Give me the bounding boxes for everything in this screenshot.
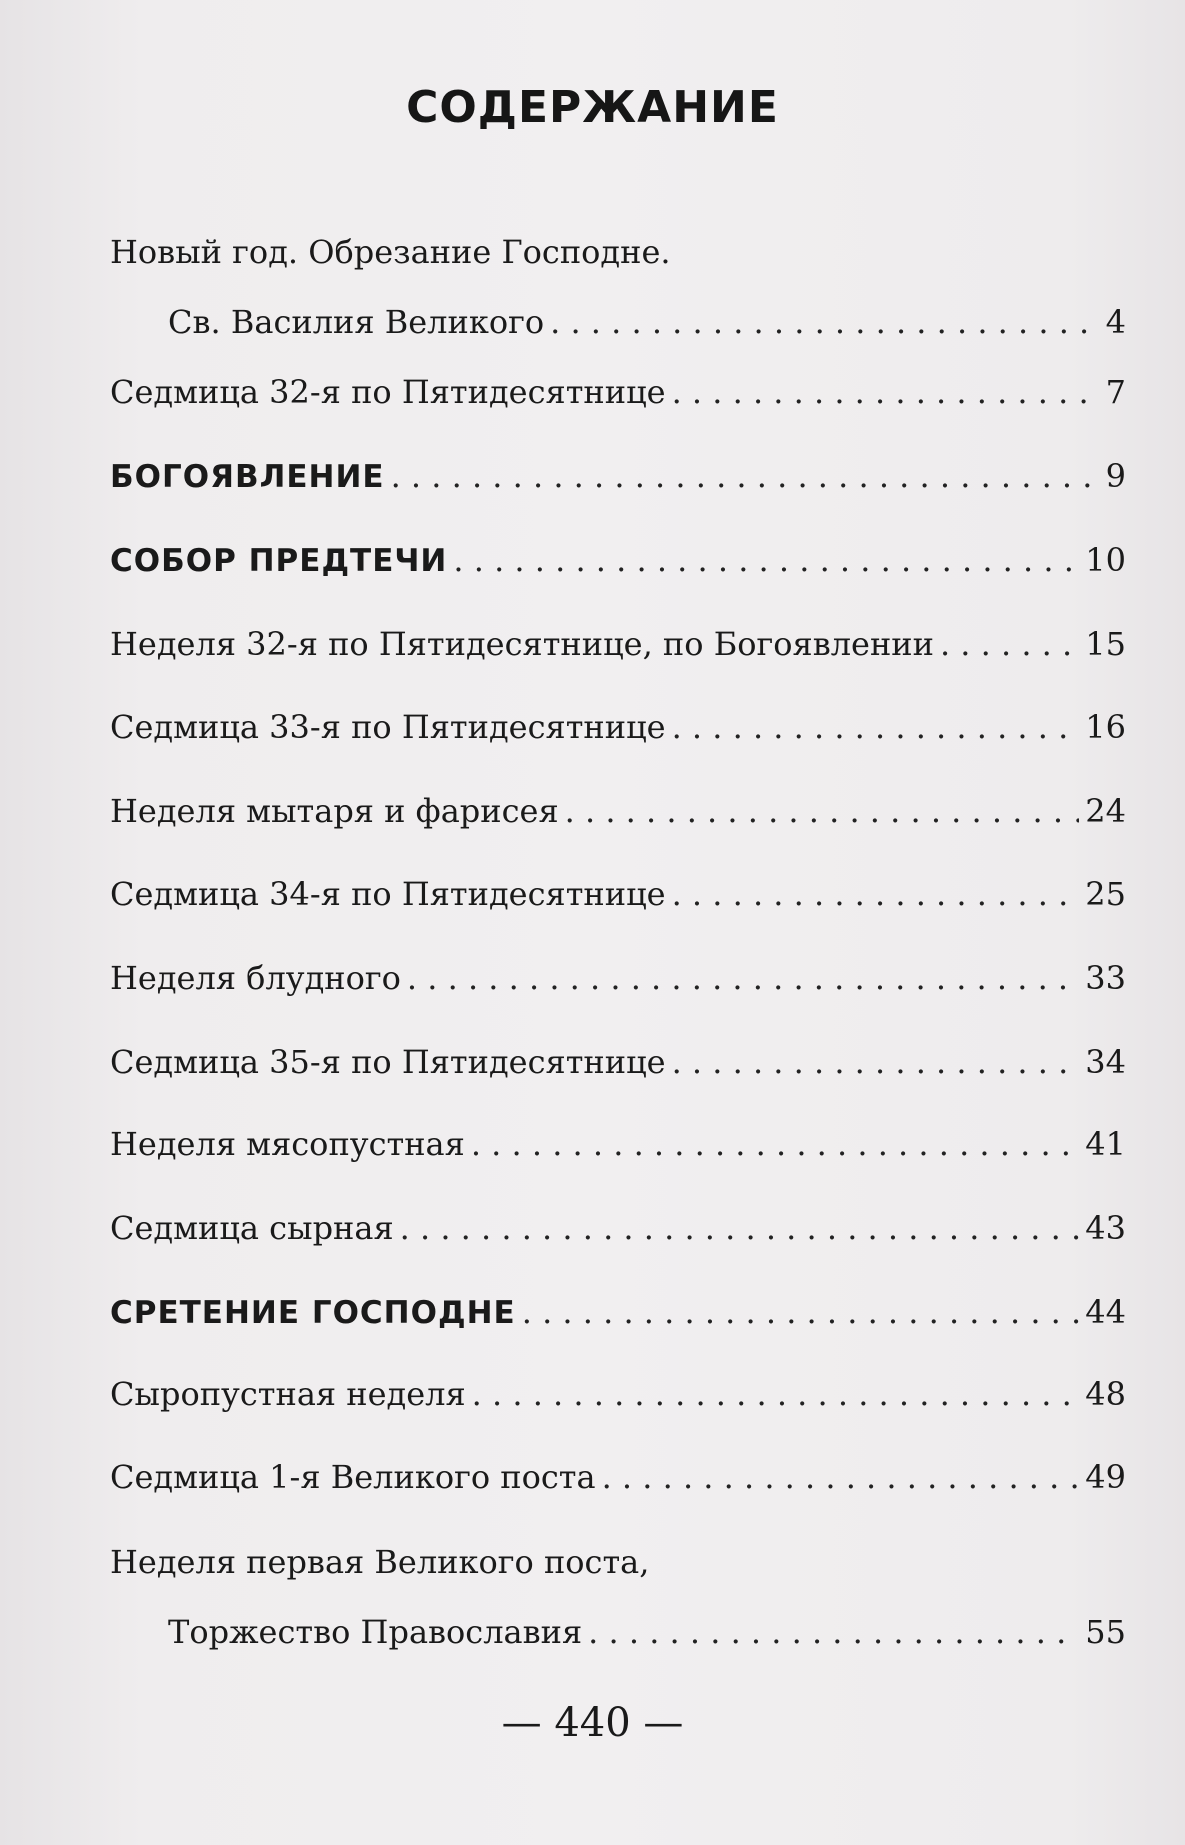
dot-leader	[453, 540, 1079, 580]
dot-leader	[672, 372, 1100, 412]
dot-leader	[391, 456, 1100, 496]
page-number-footer: — 440 —	[501, 1700, 684, 1746]
toc-entry	[110, 1457, 1126, 1497]
dot-leader	[672, 707, 1080, 747]
toc-entry	[110, 1208, 1126, 1248]
dot-leader	[522, 1292, 1080, 1332]
toc-page-number: 10	[1085, 541, 1126, 579]
toc-entry-title: Новый год. Обрезание Господне.	[110, 233, 671, 271]
toc-entry-title: Седмица 32-я по Пятидесятнице	[110, 373, 666, 411]
toc-page-number: 4	[1105, 303, 1126, 341]
toc-entry	[110, 707, 1126, 747]
toc-page-number: 49	[1085, 1458, 1126, 1496]
toc-entry-line	[110, 1542, 1126, 1582]
toc-entry-title: Сыропустная неделя	[110, 1375, 466, 1413]
dot-leader	[672, 874, 1080, 914]
toc-entry-line	[110, 456, 1126, 497]
page-title: СОДЕРЖАНИЕ	[406, 82, 779, 133]
toc-entry-line	[110, 707, 1126, 747]
toc-page-number: 34	[1085, 1043, 1126, 1081]
toc-entry	[110, 874, 1126, 914]
toc-entry	[110, 1042, 1126, 1082]
toc-page-number: 7	[1105, 373, 1126, 411]
toc-entry-title: Седмица 34-я по Пятидесятнице	[110, 875, 666, 913]
toc-entry-title: Торжество Православия	[168, 1613, 583, 1651]
toc-entry	[110, 1124, 1126, 1164]
toc-entry	[110, 624, 1126, 664]
toc-entry-line	[110, 624, 1126, 664]
toc-page-number: 16	[1085, 708, 1126, 746]
toc-page-number: 55	[1085, 1613, 1126, 1651]
toc-entry	[110, 1292, 1126, 1333]
toc-page-number: 24	[1085, 792, 1126, 830]
toc-entry-title: Седмица сырная	[110, 1209, 394, 1247]
toc-entry	[110, 1542, 1126, 1652]
toc-entry-line	[110, 232, 1126, 272]
toc-entry	[110, 791, 1126, 831]
dot-leader	[565, 791, 1080, 831]
toc-entry	[110, 1374, 1126, 1414]
dot-leader	[588, 1612, 1079, 1652]
toc-entry-title: Седмица 1-я Великого поста	[110, 1458, 596, 1496]
toc-entry-title: Св. Василия Великого	[168, 303, 545, 341]
toc-entry-line	[110, 302, 1126, 342]
toc-entry-line	[110, 874, 1126, 914]
toc-entry-line	[110, 1042, 1126, 1082]
toc-entry-title: Неделя мытаря и фарисея	[110, 792, 559, 830]
toc-page-number: 9	[1105, 457, 1126, 495]
toc-page-number: 41	[1085, 1125, 1126, 1163]
toc-entry-line	[110, 540, 1126, 581]
toc-page-number: 33	[1085, 959, 1126, 997]
dot-leader	[550, 302, 1100, 342]
toc-page-number: 15	[1085, 625, 1126, 663]
toc-entry-line	[110, 1457, 1126, 1497]
toc-entry-line	[110, 1208, 1126, 1248]
toc-entry-title: БОГОЯВЛЕНИЕ	[110, 459, 385, 495]
toc-entry-line	[110, 1612, 1126, 1652]
toc-entry-title: Неделя первая Великого поста,	[110, 1543, 650, 1581]
toc-entry-title: Неделя мясопустная	[110, 1125, 465, 1163]
dot-leader	[471, 1124, 1079, 1164]
toc-entry-title: СОБОР ПРЕДТЕЧИ	[110, 543, 448, 579]
toc-entry	[110, 958, 1126, 998]
toc-page-number: 25	[1085, 875, 1126, 913]
dot-leader	[940, 624, 1079, 664]
dot-leader	[407, 958, 1079, 998]
toc-entry	[110, 456, 1126, 497]
toc-entry-title: Неделя 32-я по Пятидесятнице, по Богоявлении	[110, 625, 934, 663]
dot-leader	[672, 1042, 1080, 1082]
dot-leader	[472, 1374, 1080, 1414]
toc-entry-line	[110, 958, 1126, 998]
toc-page-number: 44	[1085, 1293, 1126, 1331]
toc-entry	[110, 540, 1126, 581]
toc-entry-title: Седмица 35-я по Пятидесятнице	[110, 1043, 666, 1081]
toc-entry	[110, 232, 1126, 342]
toc-entry-line	[110, 1374, 1126, 1414]
toc-entry-title: Седмица 33-я по Пятидесятнице	[110, 708, 666, 746]
toc-entry-line	[110, 1124, 1126, 1164]
toc-entry-line	[110, 1292, 1126, 1333]
toc-page-number: 43	[1085, 1209, 1126, 1247]
toc-entry-line	[110, 372, 1126, 412]
toc-entry-line	[110, 791, 1126, 831]
toc-entry	[110, 372, 1126, 412]
dot-leader	[602, 1457, 1080, 1497]
toc-entry-title: Неделя блудного	[110, 959, 401, 997]
toc-entry-title: СРЕТЕНИЕ ГОСПОДНЕ	[110, 1295, 516, 1331]
dot-leader	[400, 1208, 1080, 1248]
toc-page-number: 48	[1085, 1375, 1126, 1413]
